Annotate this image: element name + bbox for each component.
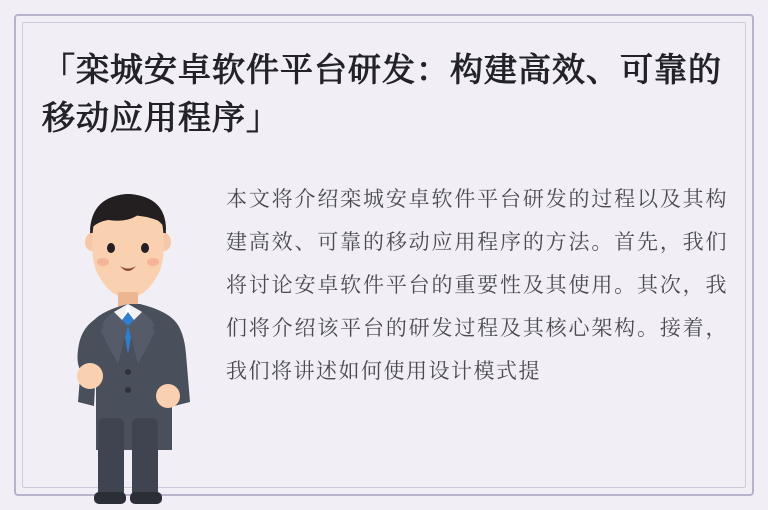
businessman-illustration (48, 186, 208, 506)
page-title: 「栾城安卓软件平台研发：构建高效、可靠的移动应用程序」 (42, 50, 722, 137)
body-area (40, 176, 728, 476)
businessman-icon (48, 186, 208, 506)
document-content (40, 34, 728, 476)
body-paragraph: 本文将介绍栾城安卓软件平台研发的过程以及其构建高效、可靠的移动应用程序的方法。首先，我们将讨论安卓软件平台的重要性及其使用。其次，我们将介绍该平台的研发过程及其核心架构。接着，我们将讲述如何使用设计模式提 (226, 188, 728, 384)
